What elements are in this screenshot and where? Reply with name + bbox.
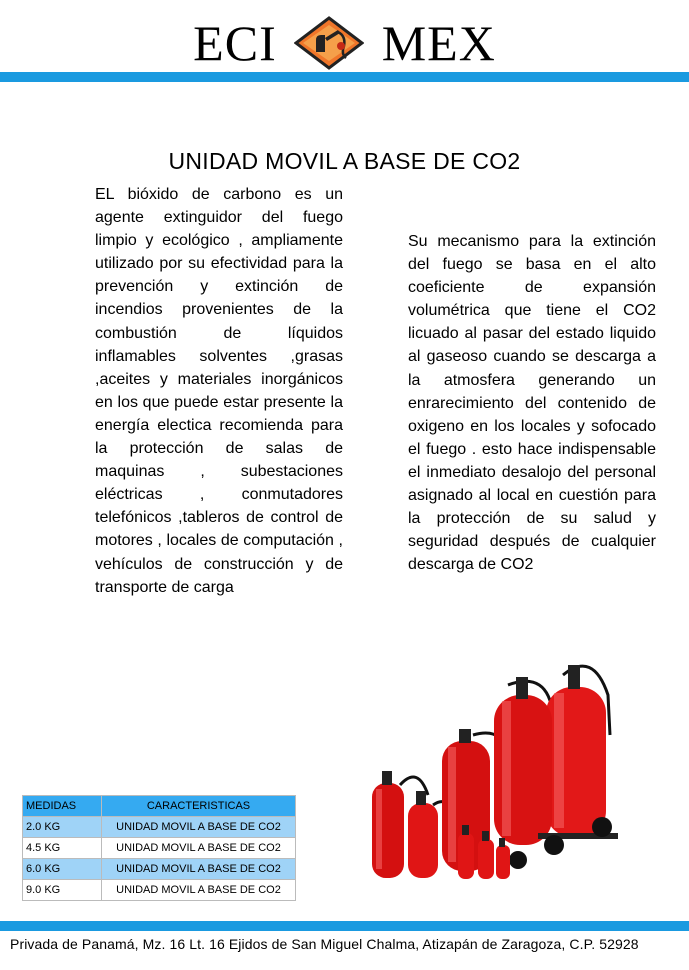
right-description: Su mecanismo para la extinción del fuego se basa en el alto coeficiente de expansión volumétrica que tiene el CO2 licuado al pasar del estado liquido al gaseoso cuando se descarga a la atmosfera generando un enrarecimiento del contenido de oxigeno en los locales y sofocado el fuego . esto hace indispensable el inmediato desalojo del personal asignado al local en cuestión para la protección de su salud y seguridad después de cualquier descarga de CO2	[408, 233, 656, 574]
cell-size: 6.0 KG	[23, 859, 102, 880]
cell-size: 2.0 KG	[23, 817, 102, 838]
cell-size: 4.5 KG	[23, 838, 102, 859]
left-description: EL bióxido de carbono es un agente extinguidor del fuego limpio y ecológico , ampliamente utilizado por su efectividad para la prevención y extinción de incendios provenientes de la combustión de líquidos inflamables solventes ,grasas ,aceites y materiales inorgánicos en los que puede estar presente la energía electica recomienda para la protección de salas de maquinas , subestaciones eléctricas , conmutadores telefónicos ,tableros de control de motores , locales de computación , vehículos de construcción y de transporte de carga	[95, 186, 343, 596]
header-caracteristicas: CARACTERISTICAS	[102, 796, 296, 817]
table-row	[23, 859, 296, 880]
table-header-row	[23, 796, 296, 817]
cell-description: UNIDAD MOVIL A BASE DE CO2	[102, 817, 296, 838]
table-row	[23, 838, 296, 859]
table-row	[23, 817, 296, 838]
cell-description: UNIDAD MOVIL A BASE DE CO2	[102, 859, 296, 880]
header-medidas: MEDIDAS	[23, 796, 102, 817]
logo-text-right: MEX	[381, 14, 496, 71]
company-logo	[0, 6, 689, 71]
fire-extinguisher-logo-icon	[294, 16, 364, 70]
specs-table	[22, 795, 296, 901]
cell-description: UNIDAD MOVIL A BASE DE CO2	[102, 838, 296, 859]
table-row	[23, 880, 296, 901]
fire-extinguishers-image	[358, 655, 623, 885]
footer-address: Privada de Panamá, Mz. 16 Lt. 16 Ejidos de San Miguel Chalma, Atizapán de Zaragoza, C.P. 52928	[10, 936, 639, 952]
cell-size: 9.0 KG	[23, 880, 102, 901]
cell-description: UNIDAD MOVIL A BASE DE CO2	[102, 880, 296, 901]
bottom-divider	[0, 921, 689, 931]
logo-text-left: ECI	[193, 14, 277, 71]
page-title: UNIDAD MOVIL A BASE DE CO2	[168, 148, 521, 174]
top-divider	[0, 72, 689, 82]
